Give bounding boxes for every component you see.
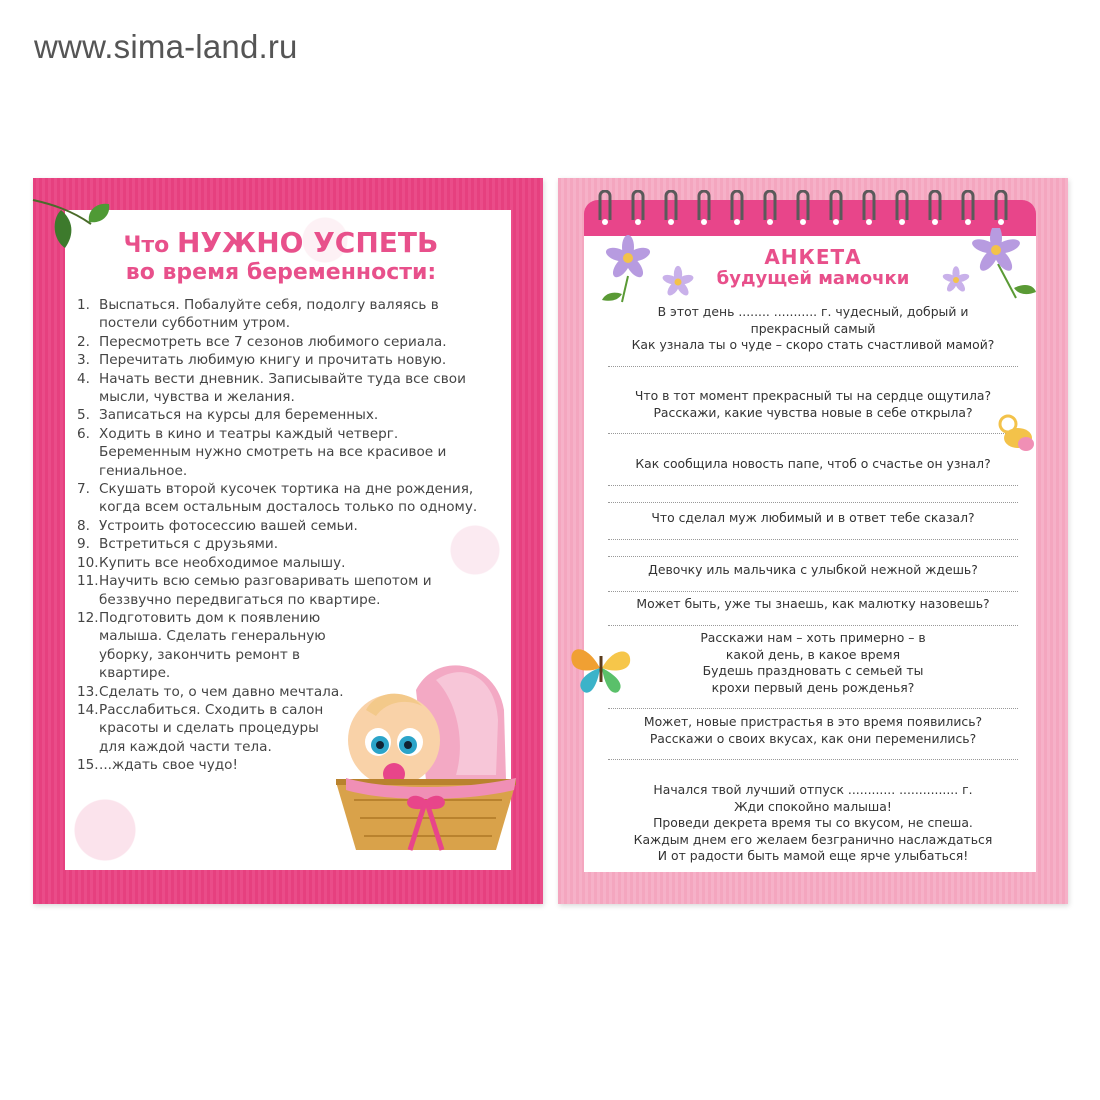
title-emphasis: НУЖНО УСПЕТЬ	[176, 226, 439, 259]
list-item: 8. Устроить фотосессию вашей семьи.	[77, 517, 358, 534]
list-item: 9. Встретиться с друзьями.	[77, 536, 279, 553]
question: Что в тот момент прекрасный ты на сердце ощутила? Расскажи, какие чувства новые в себе открыла?	[598, 388, 1028, 434]
title-prefix: Что	[123, 233, 177, 258]
watermark: www.sima-land.ru	[34, 28, 298, 65]
question: Как сообщила новость папе, чтоб о счастье он узнал?	[598, 456, 1028, 503]
list-item: 12. Подготовить дом к появлению малыша. Сделать генеральную уборку, закончить ремонт в квартире.	[77, 609, 326, 682]
list-item: 14. Расслабиться. Сходить в салон красоты и сделать процедуры для каждой части тела.	[77, 701, 324, 755]
list-item: 3. Перечитать любимую книгу и прочитать новую.	[77, 352, 447, 369]
questionnaire-card	[558, 178, 1068, 904]
questionnaire-title	[558, 246, 1068, 290]
list-item: 10. Купить все необходимое малышу.	[77, 554, 346, 571]
question: Расскажи нам – хоть примерно – в какой день, в какое время Будешь праздновать с семьей ты крохи первый день рожденья?	[598, 630, 1028, 709]
list-item: 11. Научить всю семью разговаривать шепотом и беззвучно передвигаться по квартире.	[77, 573, 432, 608]
list-item: 2. Пересмотреть все 7 сезонов любимого сериала.	[77, 333, 447, 350]
list-item: 6. Ходить в кино и театры каждый четверг. Беременным нужно смотреть на все красивое и гениальное.	[77, 425, 447, 479]
question: Может быть, уже ты знаешь, как малютку назовешь?	[598, 596, 1028, 626]
baby-in-basket-icon	[326, 650, 526, 865]
checklist-title	[71, 226, 491, 286]
question: В этот день ........ ........... г. чудесный, добрый и прекрасный самый Как узнала ты о чуде – скоро стать счастливой мамой?	[598, 304, 1028, 367]
title-line-2: будущей мамочки	[716, 268, 910, 289]
question: Что сделал муж любимый и в ответ тебе сказал?	[598, 510, 1028, 557]
closing-verse: Начался твой лучший отпуск ............ ............... г. Жди спокойно малыша! Проведи декрета время ты со вкусом, не спеша. Каждым днем его желаем безгранично наслаждаться И от радости быть мамой еще ярче улыбаться!	[633, 782, 993, 864]
title-line-1: АНКЕТА	[764, 245, 862, 269]
list-item: 7. Скушать второй кусочек тортика на дне рождения, когда всем остальным досталось только по одному.	[77, 481, 478, 516]
butterfly-icon	[566, 638, 636, 698]
list-item: 4. Начать вести дневник. Записывайте туда все свои мысли, чувства и желания.	[77, 370, 466, 406]
question: Может, новые пристрастья в это время появились? Расскажи о своих вкусах, как они переменились?	[598, 714, 1028, 760]
list-item: 5. Записаться на курсы для беременных.	[77, 407, 379, 424]
list-item: 1. Выспаться. Побалуйте себя, подолгу валяясь в постели субботним утром.	[77, 297, 439, 332]
list-item: 13. Сделать то, о чем давно мечтала.	[77, 683, 344, 700]
list-item: 15. ...ждать свое чудо!	[77, 757, 238, 774]
pacifier-icon	[992, 410, 1040, 458]
spiral-rings-icon	[592, 190, 1032, 230]
question: Девочку иль мальчика с улыбкой нежной ждешь?	[598, 562, 1028, 592]
title-line-2: во время беременности:	[125, 259, 437, 285]
